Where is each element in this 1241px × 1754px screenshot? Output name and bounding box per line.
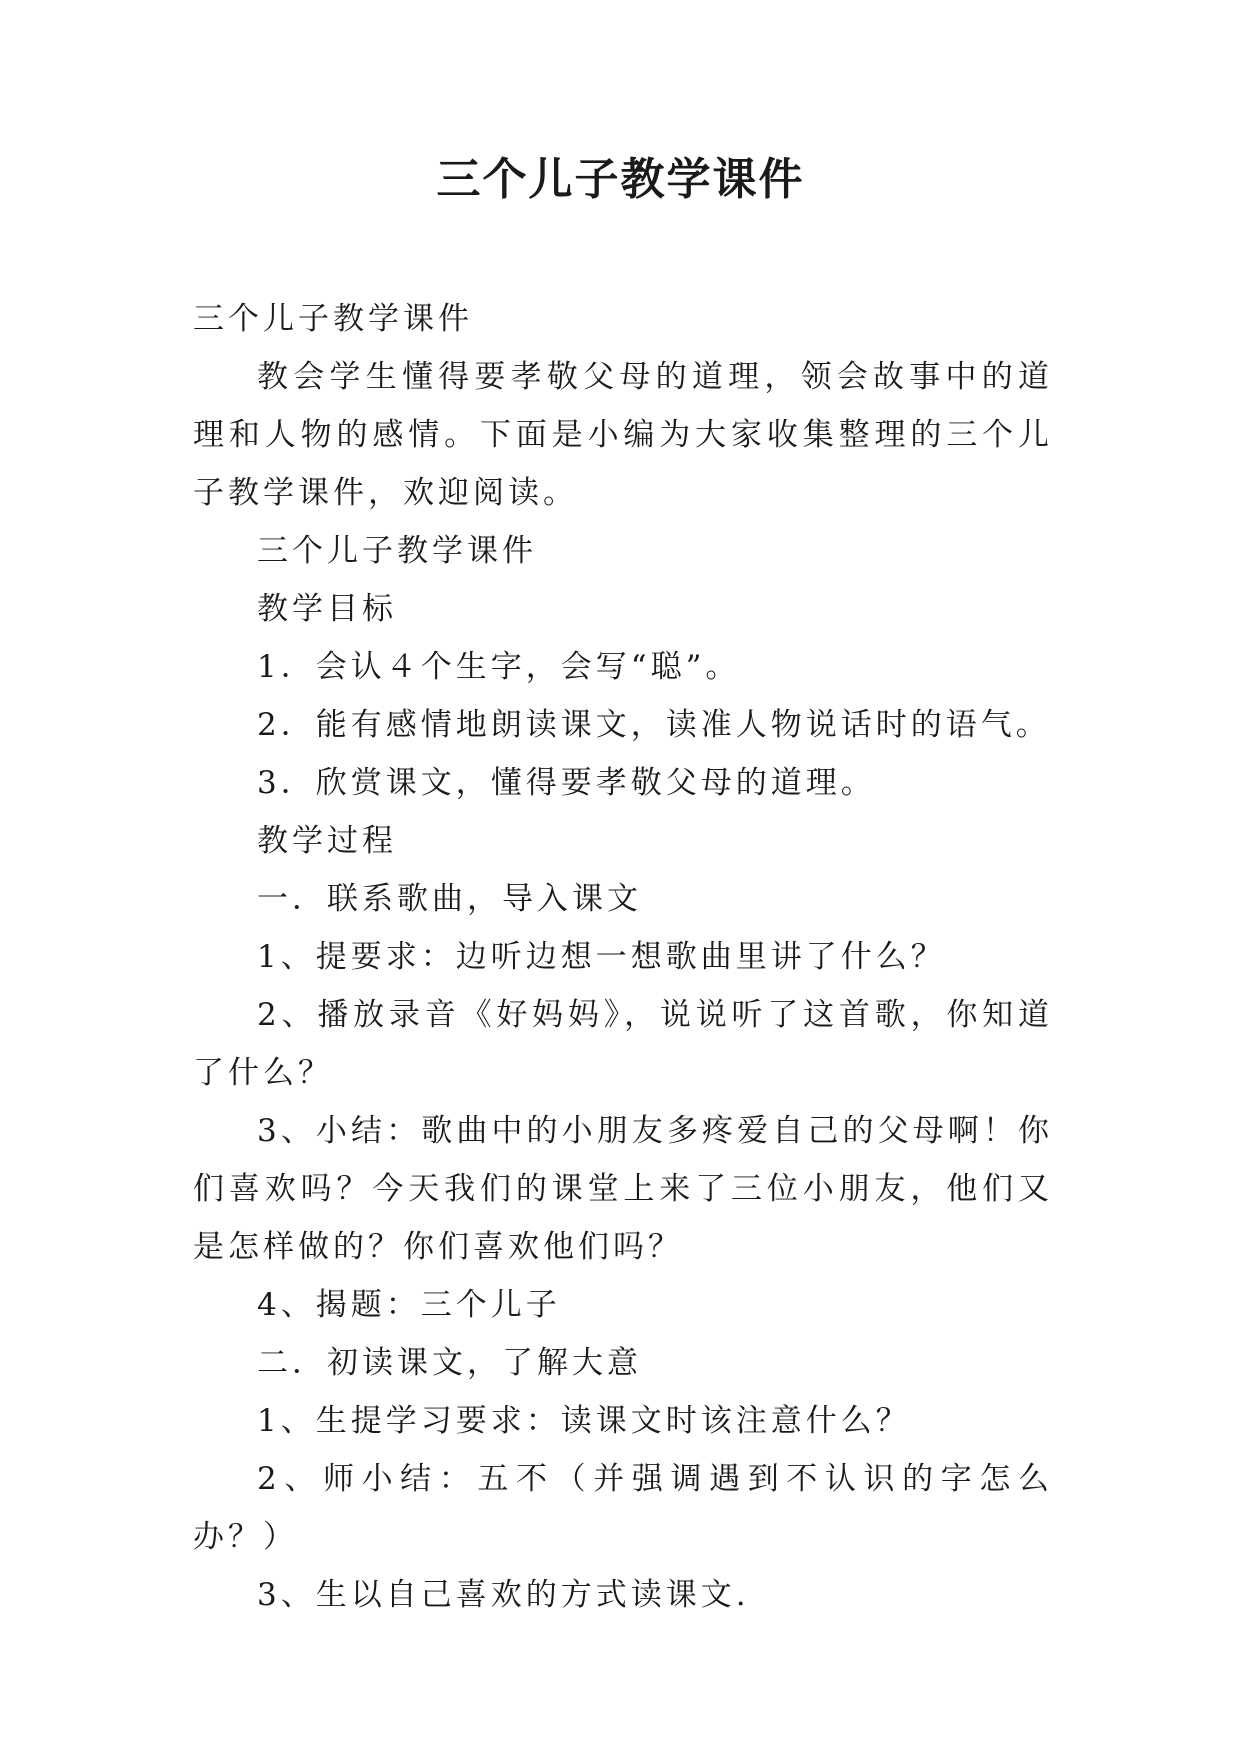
document-title: 三个儿子教学课件 xyxy=(436,154,805,205)
paragraph-section-2: 二．初读课文，了解大意 xyxy=(257,1345,642,1381)
document-body xyxy=(193,290,1053,1624)
paragraph-goal-1: 1．会认４个生字，会写“聪”。 xyxy=(257,649,741,685)
paragraph-process-heading: 教学过程 xyxy=(257,823,397,859)
paragraph-step-1-3: 3、小结：歌曲中的小朋友多疼爱自己的父母啊！你们喜欢吗？今天我们的课堂上来了三位小朋友，他们又是怎样做的？你们喜欢他们吗？ xyxy=(193,1113,1053,1265)
paragraph-subtitle: 三个儿子教学课件 xyxy=(193,301,473,337)
paragraph-section-1: 一．联系歌曲，导入课文 xyxy=(257,881,642,917)
paragraph-step-1-2: 2、播放录音《好妈妈》，说说听了这首歌，你知道了什么？ xyxy=(193,997,1053,1091)
paragraph-step-2-2: 2、师小结：五不（并强调遇到不认识的字怎么办？） xyxy=(193,1461,1053,1555)
paragraph-step-2-1: 1、生提学习要求：读课文时该注意什么？ xyxy=(257,1403,911,1439)
paragraph-goals-heading: 教学目标 xyxy=(257,591,397,627)
paragraph-intro: 教会学生懂得要孝敬父母的道理，领会故事中的道理和人物的感情。下面是小编为大家收集整理的三个儿子教学课件，欢迎阅读。 xyxy=(193,359,1053,511)
paragraph-heading: 三个儿子教学课件 xyxy=(257,533,537,569)
paragraph-goal-2: 2．能有感情地朗读课文，读准人物说话时的语气。 xyxy=(257,707,1051,743)
paragraph-step-1-4: 4、揭题：三个儿子 xyxy=(257,1287,561,1323)
paragraph-step-1-1: 1、提要求：边听边想一想歌曲里讲了什么？ xyxy=(257,939,946,975)
paragraph-step-2-3: 3、生以自己喜欢的方式读课文. xyxy=(257,1577,750,1613)
paragraph-goal-3: 3．欣赏课文，懂得要孝敬父母的道理。 xyxy=(257,765,876,801)
